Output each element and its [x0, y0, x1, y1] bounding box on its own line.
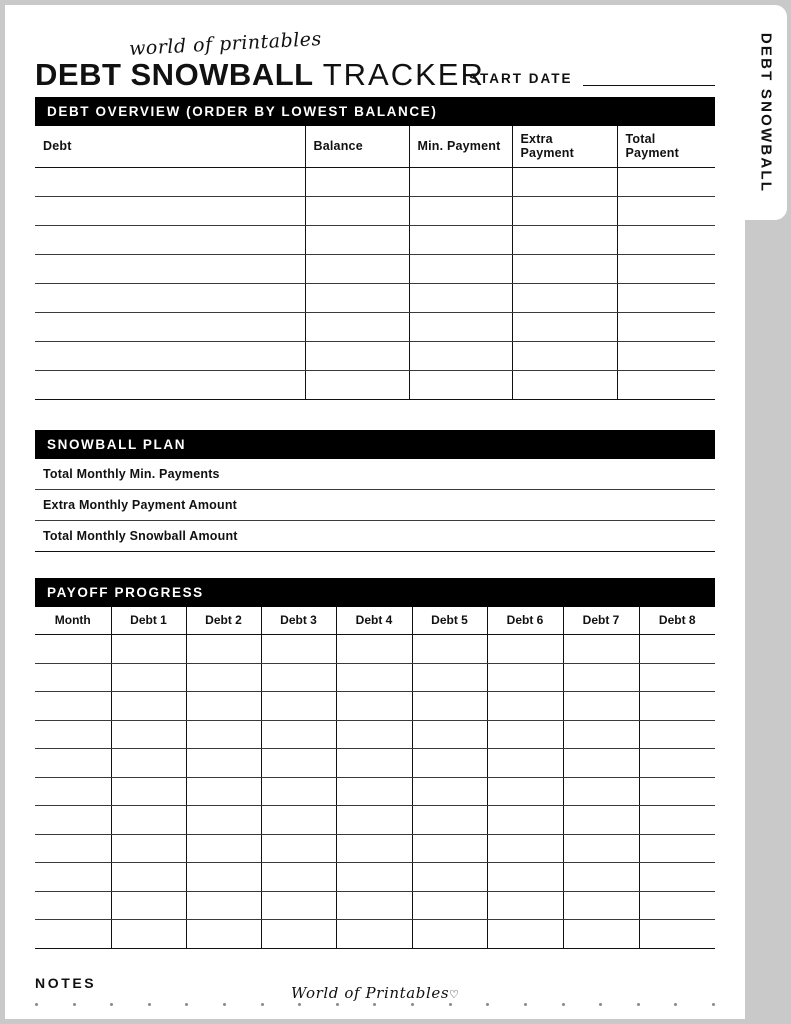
column-header-debt-8: Debt 8 — [639, 607, 715, 635]
column-header-debt-2: Debt 2 — [186, 607, 261, 635]
column-header-extra-payment: Extra Payment — [512, 126, 617, 168]
cell-month[interactable] — [35, 635, 111, 664]
cell-debt-6[interactable] — [487, 635, 563, 664]
cell-month[interactable] — [35, 777, 111, 806]
column-header-min-payment: Min. Payment — [409, 126, 512, 168]
column-header-debt-1: Debt 1 — [111, 607, 186, 635]
cell-debt-3[interactable] — [261, 749, 336, 778]
cell-debt-5[interactable] — [412, 749, 487, 778]
table-row — [35, 834, 715, 863]
table-row — [35, 663, 715, 692]
column-header-debt-7: Debt 7 — [563, 607, 639, 635]
snowball-plan-header: SNOWBALL PLAN — [35, 430, 715, 459]
cell-debt-1[interactable] — [111, 806, 186, 835]
cell-debt-8[interactable] — [639, 806, 715, 835]
cell-extra-payment[interactable] — [512, 197, 617, 226]
cell-extra-payment[interactable] — [512, 371, 617, 400]
paper-sheet — [5, 5, 745, 1019]
cell-month[interactable] — [35, 663, 111, 692]
cell-month[interactable] — [35, 749, 111, 778]
cell-debt[interactable] — [35, 168, 305, 197]
cell-debt-6[interactable] — [487, 692, 563, 721]
cell-balance[interactable] — [305, 284, 409, 313]
cell-extra-payment[interactable] — [512, 255, 617, 284]
cell-month[interactable] — [35, 720, 111, 749]
heart-icon: ♡ — [449, 989, 460, 1001]
cell-balance[interactable] — [305, 342, 409, 371]
start-date-input-line[interactable] — [583, 72, 716, 86]
cell-debt-3[interactable] — [261, 863, 336, 892]
cell-debt-1[interactable] — [111, 635, 186, 664]
debt-overview-table — [35, 126, 715, 400]
cell-min-payment[interactable] — [409, 342, 512, 371]
cell-debt-1[interactable] — [111, 720, 186, 749]
cell-debt-3[interactable] — [261, 806, 336, 835]
cell-debt-8[interactable] — [639, 720, 715, 749]
cell-debt-6[interactable] — [487, 806, 563, 835]
cell-total-payment[interactable] — [617, 168, 715, 197]
cell-debt-3[interactable] — [261, 920, 336, 949]
cell-total-payment[interactable] — [617, 226, 715, 255]
cell-min-payment[interactable] — [409, 371, 512, 400]
cell-debt-2[interactable] — [186, 863, 261, 892]
cell-total-payment[interactable] — [617, 284, 715, 313]
table-row — [35, 777, 715, 806]
snowball-row-total-snowball[interactable]: Total Monthly Snowball Amount — [35, 521, 715, 552]
cell-debt-5[interactable] — [412, 891, 487, 920]
cell-debt-4[interactable] — [336, 863, 412, 892]
cell-debt-4[interactable] — [336, 749, 412, 778]
cell-debt-2[interactable] — [186, 749, 261, 778]
table-row — [35, 342, 715, 371]
cell-extra-payment[interactable] — [512, 313, 617, 342]
footer-brand: World of Printables — [290, 984, 450, 1002]
cell-total-payment[interactable] — [617, 371, 715, 400]
cell-month[interactable] — [35, 891, 111, 920]
column-header-total-payment: Total Payment — [617, 126, 715, 168]
table-row — [35, 863, 715, 892]
cell-debt-4[interactable] — [336, 777, 412, 806]
column-header-balance: Balance — [305, 126, 409, 168]
cell-total-payment[interactable] — [617, 342, 715, 371]
page-footer — [5, 984, 745, 1003]
table-header-row — [35, 607, 715, 635]
cell-debt-5[interactable] — [412, 834, 487, 863]
column-header-debt-3: Debt 3 — [261, 607, 336, 635]
cell-debt-4[interactable] — [336, 920, 412, 949]
column-header-debt-5: Debt 5 — [412, 607, 487, 635]
cell-min-payment[interactable] — [409, 168, 512, 197]
cell-debt-6[interactable] — [487, 777, 563, 806]
cell-debt-2[interactable] — [186, 692, 261, 721]
cell-debt-7[interactable] — [563, 663, 639, 692]
cell-debt-1[interactable] — [111, 777, 186, 806]
cell-min-payment[interactable] — [409, 313, 512, 342]
cell-debt-8[interactable] — [639, 692, 715, 721]
cell-debt-7[interactable] — [563, 720, 639, 749]
cell-debt-5[interactable] — [412, 806, 487, 835]
payoff-progress-header: PAYOFF PROGRESS — [35, 578, 715, 607]
column-header-month: Month — [35, 607, 111, 635]
table-row — [35, 749, 715, 778]
start-date-label: START DATE — [469, 71, 573, 86]
table-row — [35, 197, 715, 226]
page-title-bold: DEBT SNOWBALL — [35, 57, 314, 92]
cell-min-payment[interactable] — [409, 284, 512, 313]
cell-debt-8[interactable] — [639, 749, 715, 778]
cell-total-payment[interactable] — [617, 197, 715, 226]
cell-extra-payment[interactable] — [512, 342, 617, 371]
cell-min-payment[interactable] — [409, 255, 512, 284]
side-tab — [745, 5, 787, 220]
cell-debt-6[interactable] — [487, 663, 563, 692]
cell-debt-3[interactable] — [261, 834, 336, 863]
table-row — [35, 226, 715, 255]
page-title-light: TRACKER — [322, 57, 485, 92]
cell-debt-6[interactable] — [487, 834, 563, 863]
table-row — [35, 635, 715, 664]
table-row — [35, 371, 715, 400]
column-header-debt-4: Debt 4 — [336, 607, 412, 635]
page-content — [35, 27, 715, 1024]
cell-debt-4[interactable] — [336, 891, 412, 920]
column-header-debt-6: Debt 6 — [487, 607, 563, 635]
cell-month[interactable] — [35, 863, 111, 892]
brand-script-title: world of printables — [128, 27, 323, 61]
cell-debt-4[interactable] — [336, 806, 412, 835]
cell-debt-3[interactable] — [261, 635, 336, 664]
cell-month[interactable] — [35, 834, 111, 863]
cell-debt-2[interactable] — [186, 891, 261, 920]
side-tab-label: DEBT SNOWBALL — [757, 32, 775, 193]
cell-debt-6[interactable] — [487, 863, 563, 892]
notes-title: NOTES — [35, 974, 97, 991]
cell-debt-3[interactable] — [261, 663, 336, 692]
page-header — [35, 27, 715, 97]
cell-debt-3[interactable] — [261, 777, 336, 806]
cell-debt-3[interactable] — [261, 692, 336, 721]
cell-debt-3[interactable] — [261, 720, 336, 749]
cell-debt-6[interactable] — [487, 891, 563, 920]
cell-debt-6[interactable] — [487, 749, 563, 778]
cell-debt-1[interactable] — [111, 920, 186, 949]
cell-min-payment[interactable] — [409, 226, 512, 255]
cell-debt-4[interactable] — [336, 663, 412, 692]
payoff-progress-section — [35, 578, 715, 949]
cell-debt-8[interactable] — [639, 891, 715, 920]
cell-debt-7[interactable] — [563, 863, 639, 892]
cell-debt-4[interactable] — [336, 720, 412, 749]
cell-debt[interactable] — [35, 313, 305, 342]
cell-debt-2[interactable] — [186, 635, 261, 664]
snowball-row-total-min[interactable]: Total Monthly Min. Payments — [35, 459, 715, 490]
cell-balance[interactable] — [305, 197, 409, 226]
cell-debt-8[interactable] — [639, 920, 715, 949]
cell-debt-4[interactable] — [336, 834, 412, 863]
cell-debt-2[interactable] — [186, 777, 261, 806]
table-row — [35, 313, 715, 342]
cell-debt-7[interactable] — [563, 806, 639, 835]
cell-debt-7[interactable] — [563, 777, 639, 806]
cell-debt-4[interactable] — [336, 692, 412, 721]
cell-debt-2[interactable] — [186, 663, 261, 692]
cell-debt-7[interactable] — [563, 749, 639, 778]
cell-debt-5[interactable] — [412, 777, 487, 806]
cell-debt-1[interactable] — [111, 891, 186, 920]
cell-month[interactable] — [35, 806, 111, 835]
cell-debt-6[interactable] — [487, 920, 563, 949]
column-header-debt: Debt — [35, 126, 305, 168]
cell-debt[interactable] — [35, 255, 305, 284]
cell-debt-2[interactable] — [186, 720, 261, 749]
table-row — [35, 255, 715, 284]
cell-debt[interactable] — [35, 284, 305, 313]
cell-debt-1[interactable] — [111, 692, 186, 721]
page-title — [35, 57, 485, 93]
cell-debt-3[interactable] — [261, 891, 336, 920]
snowball-plan-section — [35, 430, 715, 552]
cell-debt-4[interactable] — [336, 635, 412, 664]
cell-debt-5[interactable] — [412, 692, 487, 721]
cell-debt-8[interactable] — [639, 834, 715, 863]
cell-extra-payment[interactable] — [512, 168, 617, 197]
cell-month[interactable] — [35, 692, 111, 721]
cell-balance[interactable] — [305, 371, 409, 400]
debt-overview-body — [35, 168, 715, 400]
cell-debt-2[interactable] — [186, 834, 261, 863]
cell-debt-6[interactable] — [487, 720, 563, 749]
cell-debt-5[interactable] — [412, 863, 487, 892]
cell-debt-7[interactable] — [563, 834, 639, 863]
cell-debt-7[interactable] — [563, 692, 639, 721]
cell-debt-1[interactable] — [111, 834, 186, 863]
cell-debt-8[interactable] — [639, 635, 715, 664]
table-row — [35, 920, 715, 949]
cell-extra-payment[interactable] — [512, 284, 617, 313]
cell-balance[interactable] — [305, 313, 409, 342]
cell-debt-1[interactable] — [111, 663, 186, 692]
cell-debt-5[interactable] — [412, 635, 487, 664]
cell-debt-8[interactable] — [639, 777, 715, 806]
debt-overview-section — [35, 97, 715, 400]
cell-debt[interactable] — [35, 371, 305, 400]
cell-debt-7[interactable] — [563, 920, 639, 949]
table-row — [35, 168, 715, 197]
cell-debt-8[interactable] — [639, 863, 715, 892]
cell-total-payment[interactable] — [617, 255, 715, 284]
cell-total-payment[interactable] — [617, 313, 715, 342]
cell-month[interactable] — [35, 920, 111, 949]
cell-balance[interactable] — [305, 226, 409, 255]
cell-debt-5[interactable] — [412, 720, 487, 749]
table-row — [35, 806, 715, 835]
cell-balance[interactable] — [305, 168, 409, 197]
debt-overview-header: DEBT OVERVIEW (ORDER BY LOWEST BALANCE) — [35, 97, 715, 126]
cell-min-payment[interactable] — [409, 197, 512, 226]
cell-extra-payment[interactable] — [512, 226, 617, 255]
snowball-row-extra-monthly[interactable]: Extra Monthly Payment Amount — [35, 490, 715, 521]
table-header-row — [35, 126, 715, 168]
table-row — [35, 891, 715, 920]
cell-debt-2[interactable] — [186, 806, 261, 835]
payoff-progress-body — [35, 635, 715, 949]
cell-debt-5[interactable] — [412, 663, 487, 692]
cell-debt-1[interactable] — [111, 749, 186, 778]
cell-debt-1[interactable] — [111, 863, 186, 892]
cell-debt-7[interactable] — [563, 635, 639, 664]
cell-debt[interactable] — [35, 226, 305, 255]
cell-debt-2[interactable] — [186, 920, 261, 949]
cell-balance[interactable] — [305, 255, 409, 284]
payoff-progress-table — [35, 607, 715, 949]
cell-debt-8[interactable] — [639, 663, 715, 692]
cell-debt[interactable] — [35, 197, 305, 226]
cell-debt-5[interactable] — [412, 920, 487, 949]
table-row — [35, 692, 715, 721]
start-date-field[interactable] — [469, 71, 715, 86]
table-row — [35, 284, 715, 313]
cell-debt[interactable] — [35, 342, 305, 371]
cell-debt-7[interactable] — [563, 891, 639, 920]
table-row — [35, 720, 715, 749]
